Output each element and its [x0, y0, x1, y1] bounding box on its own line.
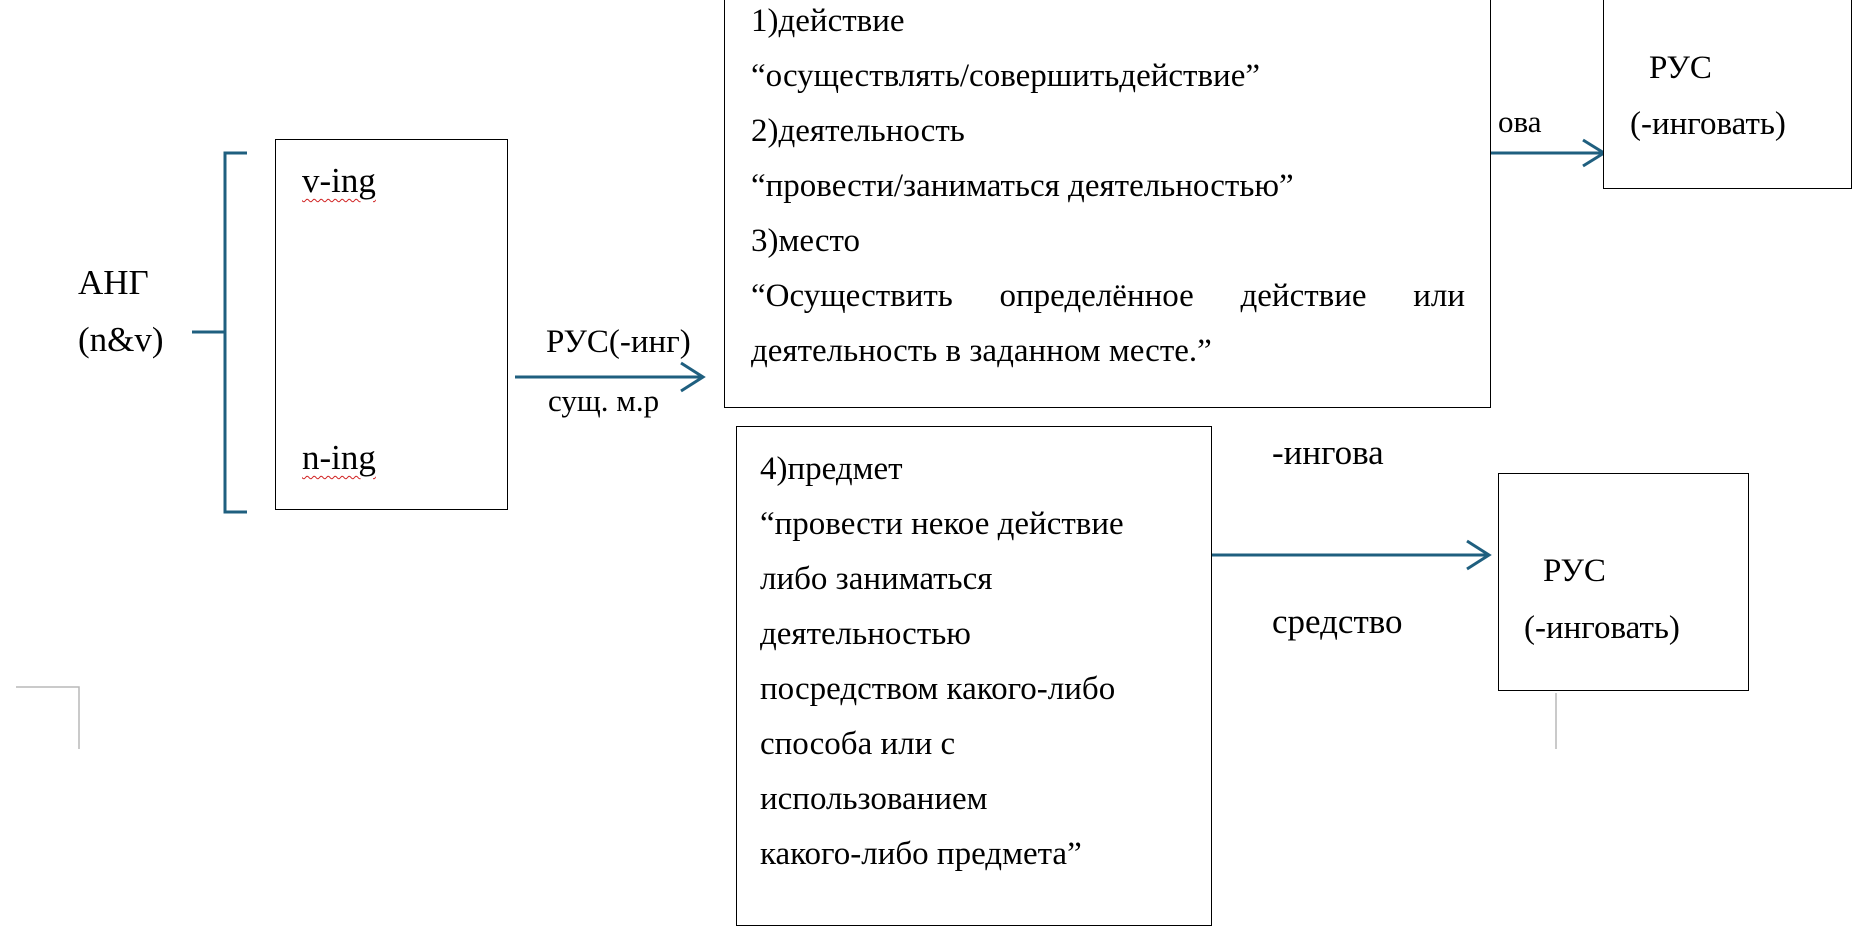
- arrow-top-label: ова: [1498, 104, 1542, 139]
- meaning-line: “провести/заниматься деятельностью”: [751, 168, 1294, 204]
- result-top-title: РУС: [1649, 50, 1712, 86]
- result-bottom-title: РУС: [1543, 553, 1606, 589]
- meaning-line: 2)деятельность: [751, 113, 965, 149]
- form-v-ing: v-ing: [302, 161, 376, 200]
- meaning-line: “осуществлять/совершитьдействие”: [751, 58, 1260, 94]
- meaning-line: способа или с: [760, 726, 956, 762]
- meaning-line: какого-либо предмета”: [760, 836, 1082, 872]
- meaning-line: использованием: [760, 781, 988, 817]
- meaning-line: посредством какого-либо: [760, 671, 1116, 707]
- result-bottom-box: [1498, 473, 1749, 691]
- meanings-bottom-list: [760, 442, 1200, 882]
- mid-arrow-label-top: РУС(-инг): [546, 324, 691, 360]
- result-bottom-suffix: (-инговать): [1524, 610, 1680, 646]
- result-top-box: [1603, 0, 1852, 189]
- meaning-line: “Осуществить определённое действие или: [751, 278, 1465, 314]
- meaning-line: 1)действие: [751, 3, 905, 39]
- meaning-line: 3)место: [751, 223, 860, 259]
- arrow-to-result-bottom: [1212, 541, 1489, 569]
- arrow-to-result-top: [1491, 140, 1604, 166]
- meaning-line: либо заниматься: [760, 561, 993, 597]
- arrow-bottom-label-above: -ингова: [1272, 433, 1384, 472]
- left-bracket: [192, 153, 247, 512]
- source-pos-label: (n&v): [78, 320, 164, 359]
- form-n-ing: n-ing: [302, 438, 376, 477]
- meaning-line: “провести некое действие: [760, 506, 1124, 542]
- mid-arrow-label-bottom: сущ. м.р: [548, 383, 660, 418]
- meaning-line: 4)предмет: [760, 451, 903, 487]
- result-top-suffix: (-инговать): [1630, 106, 1786, 142]
- meanings-top-list: [751, 0, 1465, 379]
- meaning-line: деятельностью: [760, 616, 971, 652]
- meaning-line: деятельность в заданном месте.”: [751, 333, 1212, 369]
- arrow-bottom-label-below: средство: [1272, 602, 1403, 641]
- source-language-label: АНГ: [78, 263, 149, 302]
